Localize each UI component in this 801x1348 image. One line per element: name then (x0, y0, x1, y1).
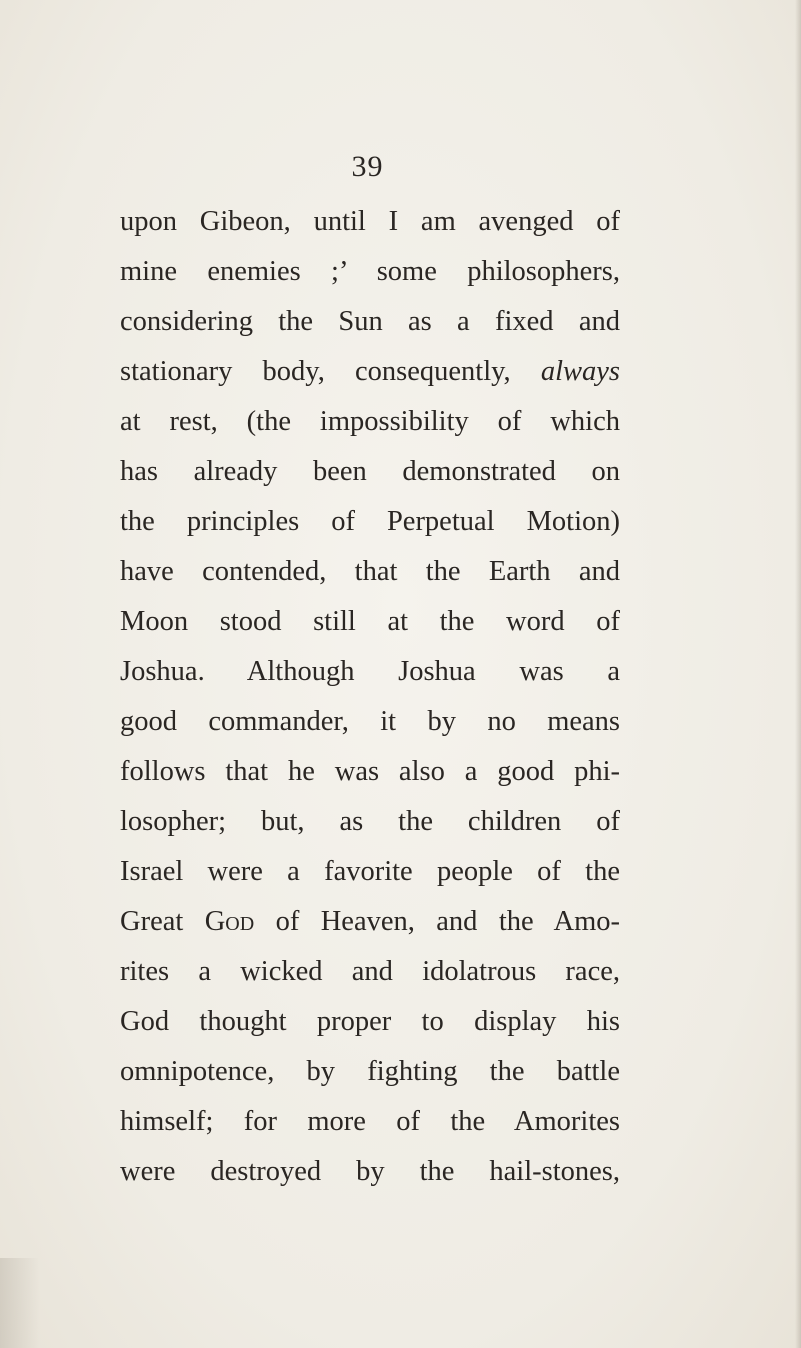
text-line-1: upon Gibeon, until I am avenged of (120, 206, 620, 237)
text-line-16: rites a wicked and idolatrous race, (120, 956, 620, 987)
text-line-6: has already been demonstrated on (120, 456, 620, 487)
text-line-2: mine enemies ;’ some philosophers, (120, 256, 620, 287)
text-line-14: Israel were a favorite people of the (120, 856, 620, 887)
text-line-8: have contended, that the Earth and (120, 556, 620, 587)
page-edge-shadow (795, 0, 801, 1348)
text-line-4-roman: stationary body, consequently, (120, 356, 541, 387)
text-line-12: follows that he was also a good phi- (120, 756, 620, 787)
text-line-19: himself; for more of the Amorites (120, 1106, 620, 1137)
text-line-4 (120, 352, 620, 392)
text-line-13: losopher; but, as the children of (120, 806, 620, 837)
text-line-15-b: of Heaven, and the Amo- (254, 906, 620, 937)
page-corner-shadow (0, 1258, 40, 1348)
page-number: 39 (351, 150, 384, 183)
text-line-5: at rest, (the impossibility of which (120, 406, 620, 437)
text-line-9: Moon stood still at the word of (120, 606, 620, 637)
text-line-10: Joshua. Although Joshua was a (120, 656, 620, 687)
text-line-3: considering the Sun as a fixed and (120, 306, 620, 337)
text-line-15 (120, 902, 620, 942)
text-line-20: were destroyed by the hail-stones, (120, 1156, 620, 1187)
text-line-15-a: Great (120, 906, 205, 937)
text-line-11: good commander, it by no means (120, 706, 620, 737)
small-caps-god: God (204, 906, 255, 937)
text-line-7: the principles of Perpetual Motion) (120, 506, 620, 537)
text-line-17: God thought proper to display his (120, 1006, 620, 1037)
emphasis-always: always (540, 356, 620, 387)
text-line-18: omnipotence, by fighting the battle (120, 1056, 620, 1087)
